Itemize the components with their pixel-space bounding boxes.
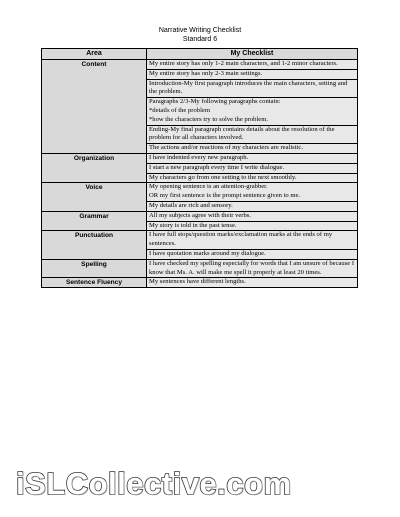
area-label: Grammar — [42, 211, 147, 231]
area-label: Punctuation — [42, 231, 147, 259]
checklist-item: Introduction-My first paragraph introduces the main characters, setting and the problem. — [147, 79, 358, 98]
checklist-item: My entire story has only 2-3 main settings. — [147, 69, 358, 79]
checklist-item: The actions and/or reactions of my characters are realistic. — [147, 144, 358, 154]
table-header-row — [42, 49, 358, 60]
area-label: Organization — [42, 153, 147, 182]
table-row — [42, 60, 358, 70]
checklist-item: All my subjects agree with their verbs. — [147, 211, 358, 221]
checklist-item: My details are rich and sensory. — [147, 201, 358, 211]
checklist-item: My sentences have different lengths. — [147, 278, 358, 288]
document-subtitle: Standard 6 — [182, 36, 218, 43]
checklist-item: My story is told in the past tense. — [147, 221, 358, 231]
area-label: Spelling — [42, 259, 147, 278]
header-checklist: My Checklist — [147, 49, 358, 60]
checklist-item: I have indented every new paragraph. — [147, 153, 358, 163]
table-row — [42, 211, 358, 221]
checklist-item: My opening sentence is an attention-grabber. OR my first sentence is the prompt sentence given to me. — [147, 183, 358, 202]
area-label: Sentence Fluency — [42, 278, 147, 288]
area-label: Content — [42, 60, 147, 154]
checklist-item: I have quotation marks around my dialogue. — [147, 249, 358, 259]
checklist-item: My entire story has only 1-2 main characters, and 1-2 minor characters. — [147, 60, 358, 70]
checklist-table — [41, 48, 358, 288]
checklist-body — [42, 60, 358, 288]
area-label: Voice — [42, 183, 147, 211]
table-row — [42, 259, 358, 278]
document-title: Narrative Writing Checklist — [158, 27, 242, 34]
checklist-item: I start a new paragraph every time I write dialogue. — [147, 163, 358, 173]
table-row — [42, 183, 358, 202]
table-row — [42, 153, 358, 163]
checklist-item: Ending-My final paragraph contains details about the resolution of the problem for all characters involved. — [147, 125, 358, 144]
checklist-item: My characters go from one setting to the next smoothly. — [147, 173, 358, 183]
header-area: Area — [42, 49, 147, 60]
table-row — [42, 231, 358, 250]
checklist-item: I have checked my spelling especially for words that I am unsure of because I know that Ms. A. will make me spell it properly at least 20 times. — [147, 259, 358, 278]
checklist-item: Paragraphs 2/3-My following paragraphs contain: *details of the problem *how the characters try to solve the problem. — [147, 98, 358, 125]
checklist-item: I have full stops/question marks/exclamation marks at the ends of my sentences. — [147, 231, 358, 250]
table-row — [42, 278, 358, 288]
watermark-logo: iSLCollective.com — [16, 466, 292, 501]
